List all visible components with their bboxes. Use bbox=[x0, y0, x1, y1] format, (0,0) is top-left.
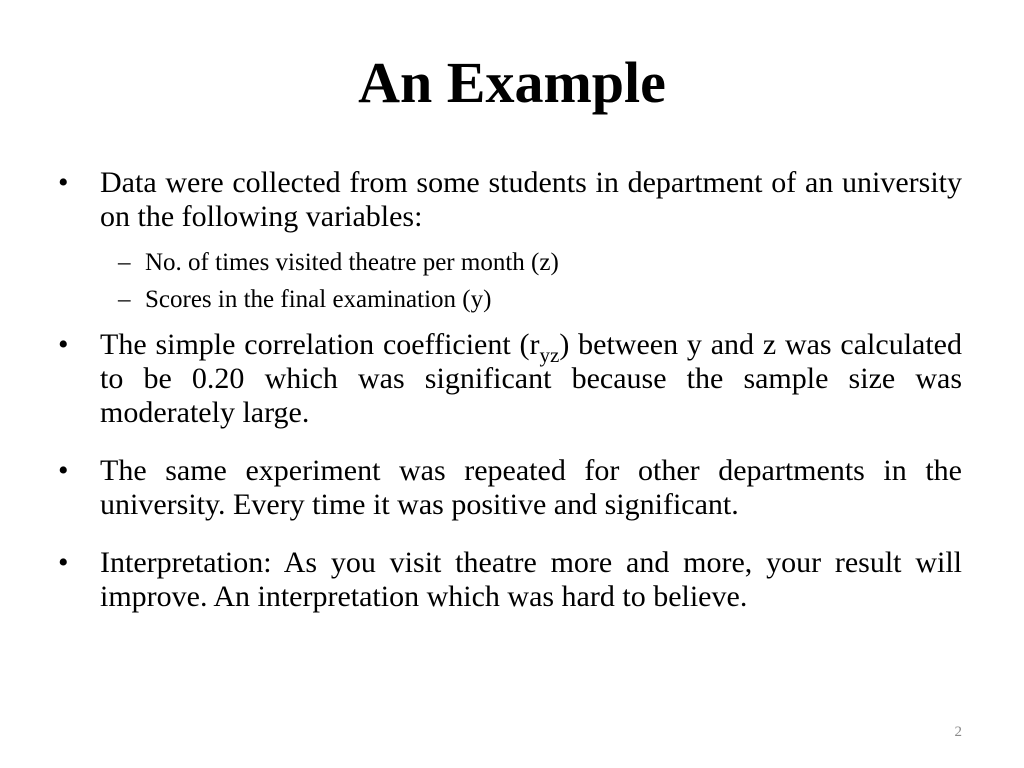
sub-item-text: No. of times visited theatre per month (z) bbox=[145, 249, 559, 276]
page-number: 2 bbox=[954, 724, 962, 740]
sub-item-exam-scores bbox=[118, 281, 945, 318]
bullet-icon: • bbox=[58, 166, 69, 199]
bullet-text: Interpretation: As you visit theatre more and more, your result will improve. An interpretation which was hard to believe. bbox=[100, 546, 962, 613]
bullet-item-repeated-experiment bbox=[58, 454, 962, 522]
bullet-text-before: The simple correlation coefficient (r bbox=[100, 328, 540, 361]
bullet-item-data-collection bbox=[58, 166, 962, 318]
sub-item-theatre-visits bbox=[118, 244, 945, 281]
bullet-text: The same experiment was repeated for other departments in the university. Every time it was positive and significant. bbox=[100, 454, 962, 521]
dash-icon: – bbox=[118, 249, 131, 276]
variable-list bbox=[100, 244, 962, 318]
bullet-item-interpretation bbox=[58, 546, 962, 614]
bullet-text-after: ) between y and z was calculated to be 0.20 which was significant because the sample size was moderately large. bbox=[100, 328, 962, 429]
bullet-icon: • bbox=[58, 454, 69, 487]
bullet-icon: • bbox=[58, 328, 69, 361]
sub-item-text: Scores in the final examination (y) bbox=[145, 286, 492, 313]
dash-icon: – bbox=[118, 286, 131, 313]
subscript-yz: yz bbox=[539, 343, 560, 367]
bullet-text: Data were collected from some students in department of an university on the following variables: bbox=[100, 166, 962, 233]
slide-title: An Example bbox=[358, 50, 666, 115]
bullet-icon: • bbox=[58, 546, 69, 579]
bullet-item-correlation bbox=[58, 328, 962, 430]
bullet-list bbox=[0, 166, 1024, 614]
